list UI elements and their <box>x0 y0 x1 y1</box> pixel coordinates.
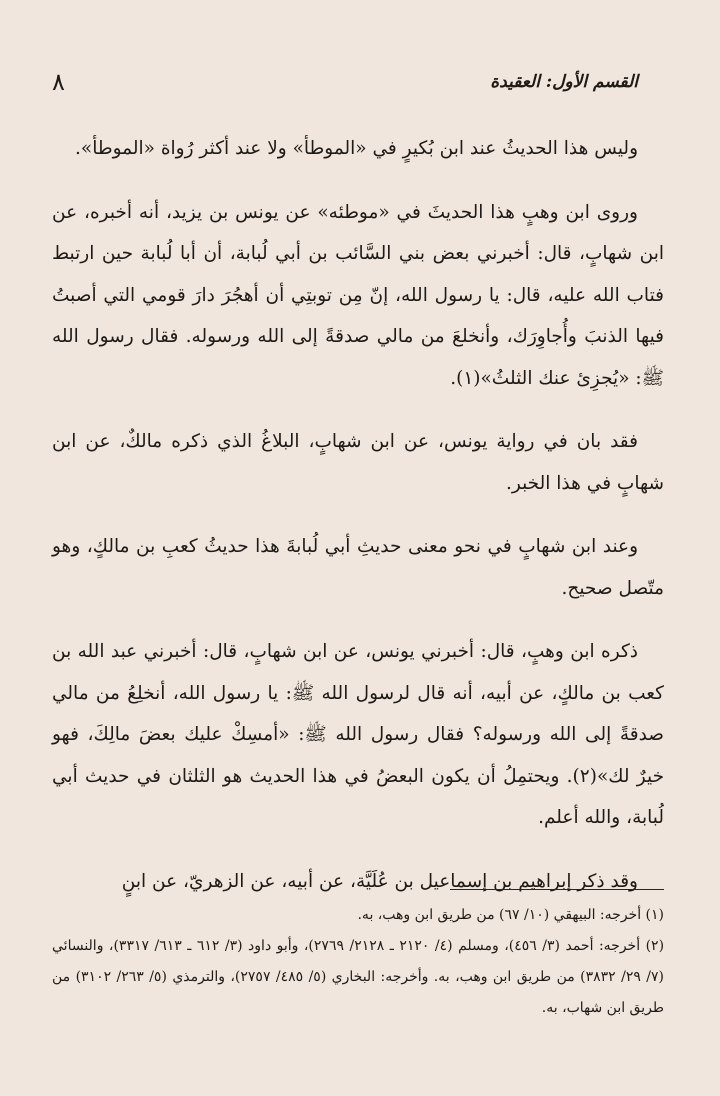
running-header <box>52 68 638 102</box>
paragraph-text: ذكره ابن وهبٍ، قال: أخبرني يونس، عن ابن شهابٍ، قال: أخبرني عبد الله بن كعب بن مالكٍ، عن أبيه، أنه قال لرسول الله ﷺ: يا رسول الله، أنخلِعُ من مالي صدقةً إلى الله ورسوله؟ فقال رسول الله ﷺ: «أمسِكْ عليك بعضَ مالِكَ، فهو خيرٌ لك» <box>52 641 665 787</box>
paragraph-text: فقد بان في رواية يونس، عن ابن شهابٍ، البلاغُ الذي ذكره مالكٌ، عن ابن شهابٍ في هذا الخبر. <box>52 431 664 494</box>
page-number: ٨ <box>52 68 65 96</box>
paragraph-5 <box>52 631 664 839</box>
footnote-divider <box>450 889 664 890</box>
main-text <box>52 128 664 924</box>
paragraph-2 <box>52 192 664 400</box>
paragraph-text: وليس هذا الحديثُ عند ابن بُكيرٍ في «الموطأ» ولا عند أكثر رُواة «الموطأ». <box>75 138 638 159</box>
footnote-2: (٢) أخرجه: أحمد (٣/ ٤٥٦)، ومسلم (٤/ ٢١٢٠ ـ ٢١٢٨/ ٢٧٦٩)، وأبو داود (٣/ ٦١٢ ـ ٦١٣/ ٣٣١٧)، والنسائي (٧/ ٢٩/ ٣٨٣٢) من طريق ابن وهب، به. وأخرجه: البخاري (٥/ ٤٨٥/ ٢٧٥٧)، والترمذي (٥/ ٢٦٣/ ٣١٠٢) من طريق ابن شهاب، به. <box>52 938 665 1016</box>
paragraph-6 <box>52 861 664 903</box>
footnotes <box>52 900 664 1024</box>
paragraph-text: وقد ذكر إبراهيم بن إسماعيل بن عُلَيَّة، عن أبيه، عن الزهريّ، عن ابنٍ <box>121 870 638 892</box>
paragraph-1 <box>52 128 664 170</box>
footnote-reference-1: (١). <box>450 367 481 389</box>
footnote-reference-2: (٢). ويحتمِلُ أن يكون البعضُ في هذا الحديث هو الثلثان في حديث أبي لُبابة، والله أعلم. <box>52 765 664 828</box>
paragraph-text: وعند ابن شهابٍ في نحو معنى حديثِ أبي لُبابةَ هذا حديثُ كعبِ بن مالكٍ، وهو متّصل صحيح. <box>52 536 664 599</box>
paragraph-4 <box>52 526 664 609</box>
paragraph-text: وروى ابن وهبٍ هذا الحديثَ في «موطئه» عن يونس بن يزيد، أنه أخبره، عن ابن شهابٍ، قال: أخبرني بعض بني السَّائب بن أبي لُبابة، أن أبا لُبابة حين ارتبط فتاب الله عليه، قال: يا رسول الله، إنّ مِن توبتِي أن أهجُرَ دارَ قومي التي أصبتُ فيها الذنبَ وأُجاوِرَك، وأنخلعَ من مالي صدقةً إلى الله ورسوله. فقال رسول الله ﷺ: «يُجزِئ عنك الثلثُ» <box>52 201 664 389</box>
section-title: القسم الأول: العقيدة <box>490 72 638 92</box>
footnote-1: (١) أخرجه: البيهقي (١٠/ ٦٧) من طريق ابن وهب، به. <box>357 907 664 923</box>
paragraph-3 <box>52 421 664 504</box>
